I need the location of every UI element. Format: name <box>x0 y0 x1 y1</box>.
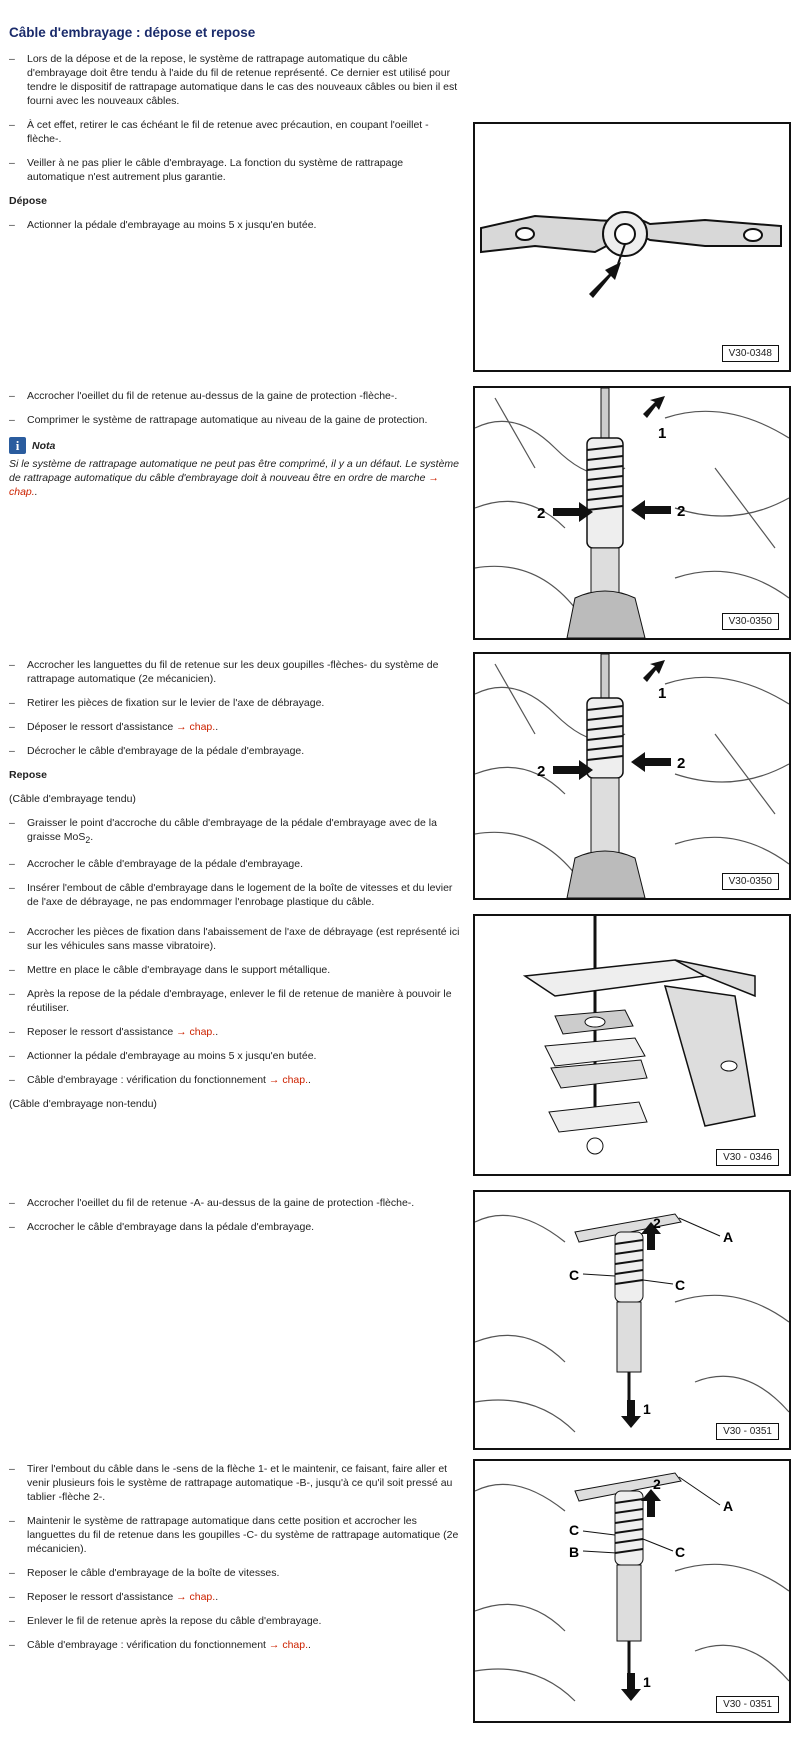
note-box <box>9 437 461 499</box>
figure-caption: V30 - 0351 <box>716 1696 779 1713</box>
list-item: – À cet effet, retirer le cas échéant le fil de retenue avec précaution, en coupant l'oeillet -flèche-. <box>9 118 461 146</box>
svg-text:2: 2 <box>653 1476 661 1492</box>
svg-text:A: A <box>723 1229 734 1245</box>
chap-link[interactable]: → chap. <box>176 1026 216 1038</box>
figure-fixation-parts <box>473 914 791 1176</box>
chap-link[interactable]: → chap. <box>268 1639 309 1651</box>
section-intro <box>9 52 461 242</box>
figure-caption: V30 - 0346 <box>716 1149 779 1166</box>
section-accrocher <box>9 1196 461 1244</box>
list-item: – Tirer l'embout du câble dans le -sens de la flèche 1- et le maintenir, ce faisant, faire aller et venir plusieurs fois le système de rattrapage automatique -B-, jusqu'à ce qu'il soit pressé au tablier -flèche 2-. <box>9 1462 461 1504</box>
chap-link[interactable]: → chap. <box>9 472 439 498</box>
condition-label: (Câble d'embrayage tendu) <box>9 793 136 805</box>
note-text: Si le système de rattrapage automatique ne peut pas être comprimé, il y a un défaut. Le système de rattrapage automatique du câble d'embrayage doit à nouveau être en ordre de marche → chap.. <box>9 458 459 498</box>
svg-text:B: B <box>569 1544 580 1560</box>
section-compress <box>9 389 461 499</box>
figure-caption: V30 - 0351 <box>716 1423 779 1440</box>
list-item: – Accrocher l'oeillet du fil de retenue au-dessus de la gaine de protection -flèche-. <box>9 389 461 403</box>
svg-text:2: 2 <box>677 503 686 520</box>
figure-caption: V30-0350 <box>722 873 779 890</box>
list-item: – Reposer le ressort d'assistance → chap.. <box>9 1590 461 1604</box>
fixation-parts-drawing <box>475 916 789 1174</box>
list-item: – Reposer le ressort d'assistance → chap.. <box>9 1025 461 1039</box>
condition-label: (Câble d'embrayage non-tendu) <box>9 1098 157 1110</box>
list-item: – Veiller à ne pas plier le câble d'embrayage. La fonction du système de rattrapage automatique n'est autrement plus garantie. <box>9 156 461 184</box>
figure-retaining-wire-A <box>473 1190 791 1450</box>
section-fixation <box>9 925 461 1121</box>
list-item: – Accrocher le câble d'embrayage de la pédale d'embrayage. <box>9 857 461 871</box>
list-item: – Reposer le câble d'embrayage de la boîte de vitesses. <box>9 1566 461 1580</box>
svg-text:1: 1 <box>658 425 667 442</box>
list-item: – Câble d'embrayage : vérification du fonctionnement → chap.. <box>9 1073 461 1087</box>
list-item: – Accrocher le câble d'embrayage dans la pédale d'embrayage. <box>9 1220 461 1234</box>
chap-link[interactable]: → chap. <box>268 1074 309 1086</box>
figure-caption: V30-0350 <box>722 613 779 630</box>
chap-link[interactable]: → chap. <box>176 1591 216 1603</box>
list-item: – Accrocher les languettes du fil de retenue sur les deux goupilles -flèches- du système de rattrapage automatique (2e mécanicien). <box>9 658 461 686</box>
list-item: – Décrocher le câble d'embrayage de la pédale d'embrayage. <box>9 744 461 758</box>
list-item: – Accrocher l'oeillet du fil de retenue -A- au-dessus de la gaine de protection -flèche-. <box>9 1196 461 1210</box>
figure-tabs-pins <box>473 652 791 900</box>
list-item: – Actionner la pédale d'embrayage au moins 5 x jusqu'en butée. <box>9 218 461 232</box>
section-final <box>9 1462 461 1662</box>
retaining-wire-A-drawing <box>475 1192 789 1448</box>
svg-text:1: 1 <box>643 1401 651 1417</box>
svg-text:2: 2 <box>677 755 686 772</box>
list-item: – Déposer le ressort d'assistance → chap.. <box>9 720 461 734</box>
chap-link[interactable]: → chap. <box>176 721 216 733</box>
svg-text:C: C <box>675 1544 686 1560</box>
figure-compression <box>473 386 791 640</box>
list-item: – Maintenir le système de rattrapage automatique dans cette position et accrocher les languettes du fil de retenue dans les goupilles -C- du système de rattrapage automatique (2e mécanicien). <box>9 1514 461 1556</box>
section-heading-repose: Repose <box>9 769 47 781</box>
figure-caption: V30-0348 <box>722 345 779 362</box>
list-item: – Actionner la pédale d'embrayage au moins 5 x jusqu'en butée. <box>9 1049 461 1063</box>
svg-text:A: A <box>723 1498 734 1514</box>
note-title: Nota <box>32 439 56 452</box>
list-item: – Câble d'embrayage : vérification du fonctionnement → chap.. <box>9 1638 461 1652</box>
list-item: – Lors de la dépose et de la repose, le système de rattrapage automatique du câble d'embrayage doit être tendu à l'aide du fil de retenue représenté. Ce dernier est utilisé pour tendre le dispositif de rattrapage automatique dans le cas des nouveaux câbles ou bien il est fourni avec les nouveaux câbles. <box>9 52 461 108</box>
section-depose-repose <box>9 658 461 919</box>
list-item: – Mettre en place le câble d'embrayage dans le support métallique. <box>9 963 461 977</box>
compression-drawing <box>475 388 789 638</box>
info-icon: i <box>9 437 26 454</box>
figure-retaining-wire <box>473 122 791 372</box>
list-item: – Graisser le point d'accroche du câble d'embrayage de la pédale d'embrayage avec de la graisse MoS$_2$. <box>9 816 461 847</box>
tabs-pins-drawing <box>475 654 789 898</box>
arrow-icon <box>589 262 621 298</box>
svg-text:1: 1 <box>643 1674 651 1690</box>
svg-text:2: 2 <box>653 1215 661 1231</box>
list-item: – Insérer l'embout de câble d'embrayage dans le logement de la boîte de vitesses et du levier de l'axe de débrayage, ne pas endommager l'enrobage plastique du câble. <box>9 881 461 909</box>
list-item: – Après la repose de la pédale d'embrayage, enlever le fil de retenue de manière à pouvoir le réutiliser. <box>9 987 461 1015</box>
list-item: – Retirer les pièces de fixation sur le levier de l'axe de débrayage. <box>9 696 461 710</box>
svg-text:C: C <box>569 1267 580 1283</box>
svg-text:C: C <box>675 1277 686 1293</box>
list-item: – Comprimer le système de rattrapage automatique au niveau de la gaine de protection. <box>9 413 461 427</box>
figure-automatic-adjustment-B <box>473 1459 791 1723</box>
page-title: Câble d'embrayage : dépose et repose <box>9 25 256 40</box>
list-item: – Accrocher les pièces de fixation dans l'abaissement de l'axe de débrayage (est représenté ici sur les véhicules sans masse vibratoire). <box>9 925 461 953</box>
svg-text:2: 2 <box>537 763 546 780</box>
svg-text:2: 2 <box>537 505 546 522</box>
retaining-wire-drawing <box>475 124 789 370</box>
automatic-adjustment-B-drawing <box>475 1461 789 1721</box>
svg-text:1: 1 <box>658 685 667 702</box>
svg-text:C: C <box>569 1522 580 1538</box>
list-item: – Enlever le fil de retenue après la repose du câble d'embrayage. <box>9 1614 461 1628</box>
section-heading-depose: Dépose <box>9 195 47 207</box>
